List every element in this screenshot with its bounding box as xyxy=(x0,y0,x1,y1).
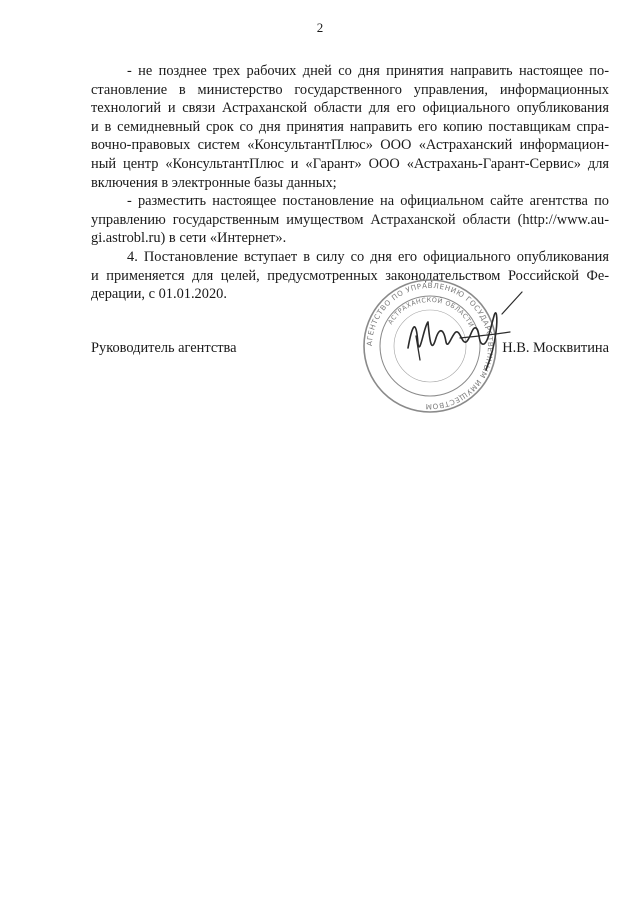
text-line: становление в министерство государственного управления, информационных xyxy=(91,81,609,98)
text-line: - разместить настоящее постановление на официальном сайте агентства по xyxy=(127,193,609,210)
seal-outer-text: АГЕНТСТВО ПО УПРАВЛЕНИЮ ГОСУДАРСТВЕННЫМ ИМУЩЕСТВОМ xyxy=(364,280,496,412)
signatory-title: Руководитель агентства xyxy=(91,340,237,356)
page-number: 2 xyxy=(316,20,324,35)
text-line: включения в электронные базы данных; xyxy=(91,174,337,191)
text-line: ный центр «КонсультантПлюс и «Гарант» ООО «Астрахань-Гарант-Сервис» для xyxy=(91,155,609,172)
text-line: технологий и связи Астраханской области для его официального опубликования xyxy=(91,100,609,117)
text-line: вочно-правовых систем «КонсультантПлюс» ООО «Астраханский информацион- xyxy=(91,137,609,154)
seal-inner-text: АСТРАХАНСКОЙ ОБЛАСТИ xyxy=(386,295,476,329)
text-line: - не позднее трех рабочих дней со дня принятия направить настоящее по- xyxy=(127,63,609,79)
document-body xyxy=(91,62,609,304)
handwritten-signature xyxy=(390,286,530,386)
signatory-name: Н.В. Москвитина xyxy=(502,340,609,356)
text-line: 4. Постановление вступает в силу со дня его официального опубликования xyxy=(127,248,609,265)
text-line: управлению государственным имуществом Астраханской области (http://www.au- xyxy=(91,211,609,228)
text-line: gi.astrobl.ru) в сети «Интернет». xyxy=(91,230,287,247)
paragraph-publication xyxy=(91,62,609,192)
text-line: и применяется для целей, предусмотренных законодательством Российской Фе- xyxy=(91,267,609,284)
text-line: и в семидневный срок со дня принятия направить его копию поставщикам спра- xyxy=(91,118,609,135)
text-line: дерации, с 01.01.2020. xyxy=(91,286,227,303)
paragraph-effective-date xyxy=(91,248,609,304)
paragraph-website xyxy=(91,192,609,248)
